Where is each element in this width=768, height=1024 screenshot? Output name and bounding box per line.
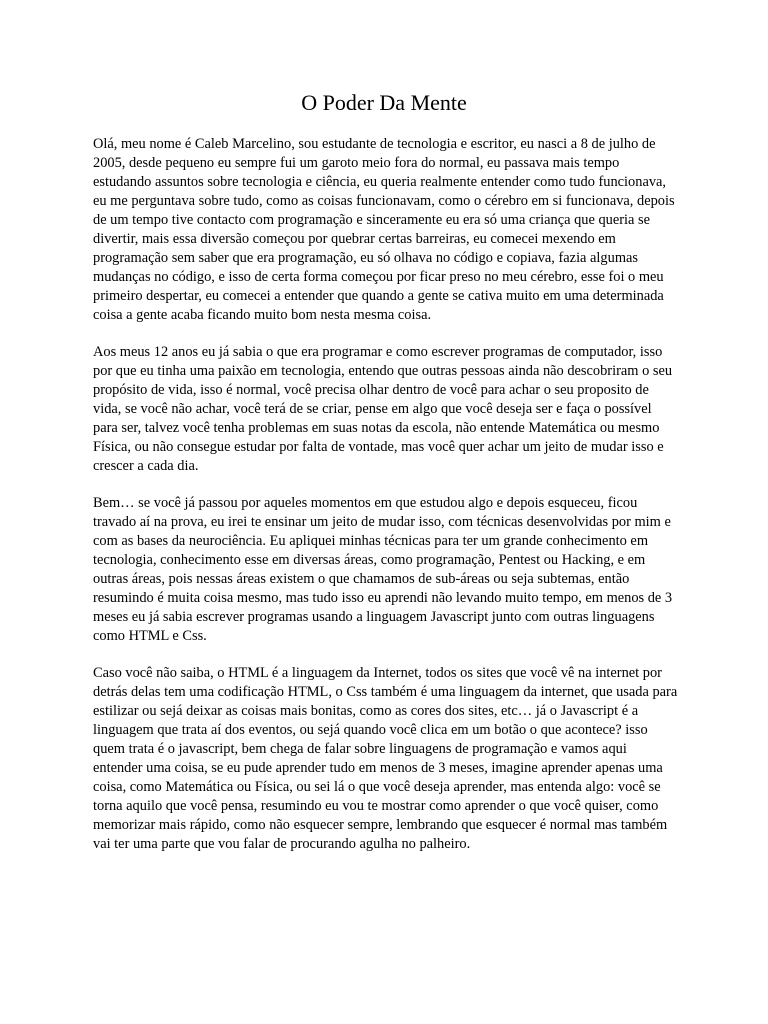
paragraph-age-twelve: Aos meus 12 anos eu já sabia o que era programar e como escrever programas de computador, isso por que eu tinha uma paixão em tecnologia, entendo que outras pessoas ainda não descobriram o seu propósito de vida, isso é normal, você precisa olhar dentro de você para achar o seu proposito de vida, se você não achar, você terá de se criar, pense em algo que você deseja ser e faça o possível para ser, talvez você tenha problemas em suas notas da escola, não entende Matemática ou mesmo Física, ou não consegue estudar por falta de vontade, mas você quer achar um jeito de mudar isso e crescer a cada dia. — [93, 344, 673, 474]
paragraph-html-css-js: Caso você não saiba, o HTML é a linguagem da Internet, todos os sites que você vê na internet por detrás delas tem uma codificação HTML, o Css também é uma linguagem da internet, que usada para estilizar ou sejá deixar as coisas mais bonitas, como as cores dos sites, etc… já o Javascript é a linguagem que trata aí dos eventos, ou sejá quando você clica em um botão o que acontece? isso quem trata é o javascript, bem chega de falar sobre linguagens de programação e vamos aqui entender uma coisa, se eu pude aprender tudo em menos de 3 meses, imagine aprender apenas uma coisa, como Matemática ou Física, ou sei lá o que você deseja aprender, mas entenda algo: você se torna aquilo que você pensa, resumindo eu vou te mostrar como aprender o que você quiser, como memorizar mais rápido, como não esquecer sempre, lembrando que esquecer é normal mas também vai ter uma parte que vou falar de procurando agulha no palheiro. — [93, 665, 678, 852]
page-title: O Poder Da Mente — [301, 90, 467, 115]
document-body — [93, 135, 678, 872]
paragraph-techniques: Bem… se você já passou por aqueles momentos em que estudou algo e depois esqueceu, ficou travado aí na prova, eu irei te ensinar um jeito de mudar isso, com técnicas desenvolvidas por mim e com as bases da neurociência. Eu apliquei minhas técnicas para ter um grande conhecimento em tecnologia, conhecimento esse em diversas áreas, como programação, Pentest ou Hacking, e em outras áreas, pois nessas áreas existem o que chamamos de sub-áreas ou seja subtemas, então resumindo é muita coisa mesmo, mas tudo isso eu aprendi não levando muito tempo, em menos de 3 meses eu já sabia escrever programas usando a linguagem Javascript junto com outras linguagens como HTML e Css. — [93, 495, 673, 644]
paragraph-intro: Olá, meu nome é Caleb Marcelino, sou estudante de tecnologia e escritor, eu nasci a 8 de julho de 2005, desde pequeno eu sempre fui um garoto meio fora do normal, eu passava mais tempo estudando assuntos sobre tecnologia e ciência, eu queria realmente entender como tudo funcionava, eu me perguntava sobre tudo, como as coisas funcionavam, como o cérebro em si funcionava, depois de um tempo tive contacto com programação e sinceramente eu era só uma criança que queria se divertir, mais essa diversão começou por quebrar certas barreiras, eu comecei mexendo em programação sem saber que era programação, eu só olhava no código e copiava, fazia algumas mudanças no código, e isso de certa forma começou por ficar preso no meu cérebro, esse foi o meu primeiro despertar, eu comecei a entender que quando a gente se cativa muito em uma determinada coisa a gente acaba ficando muito bom nesta mesma coisa. — [93, 136, 675, 323]
